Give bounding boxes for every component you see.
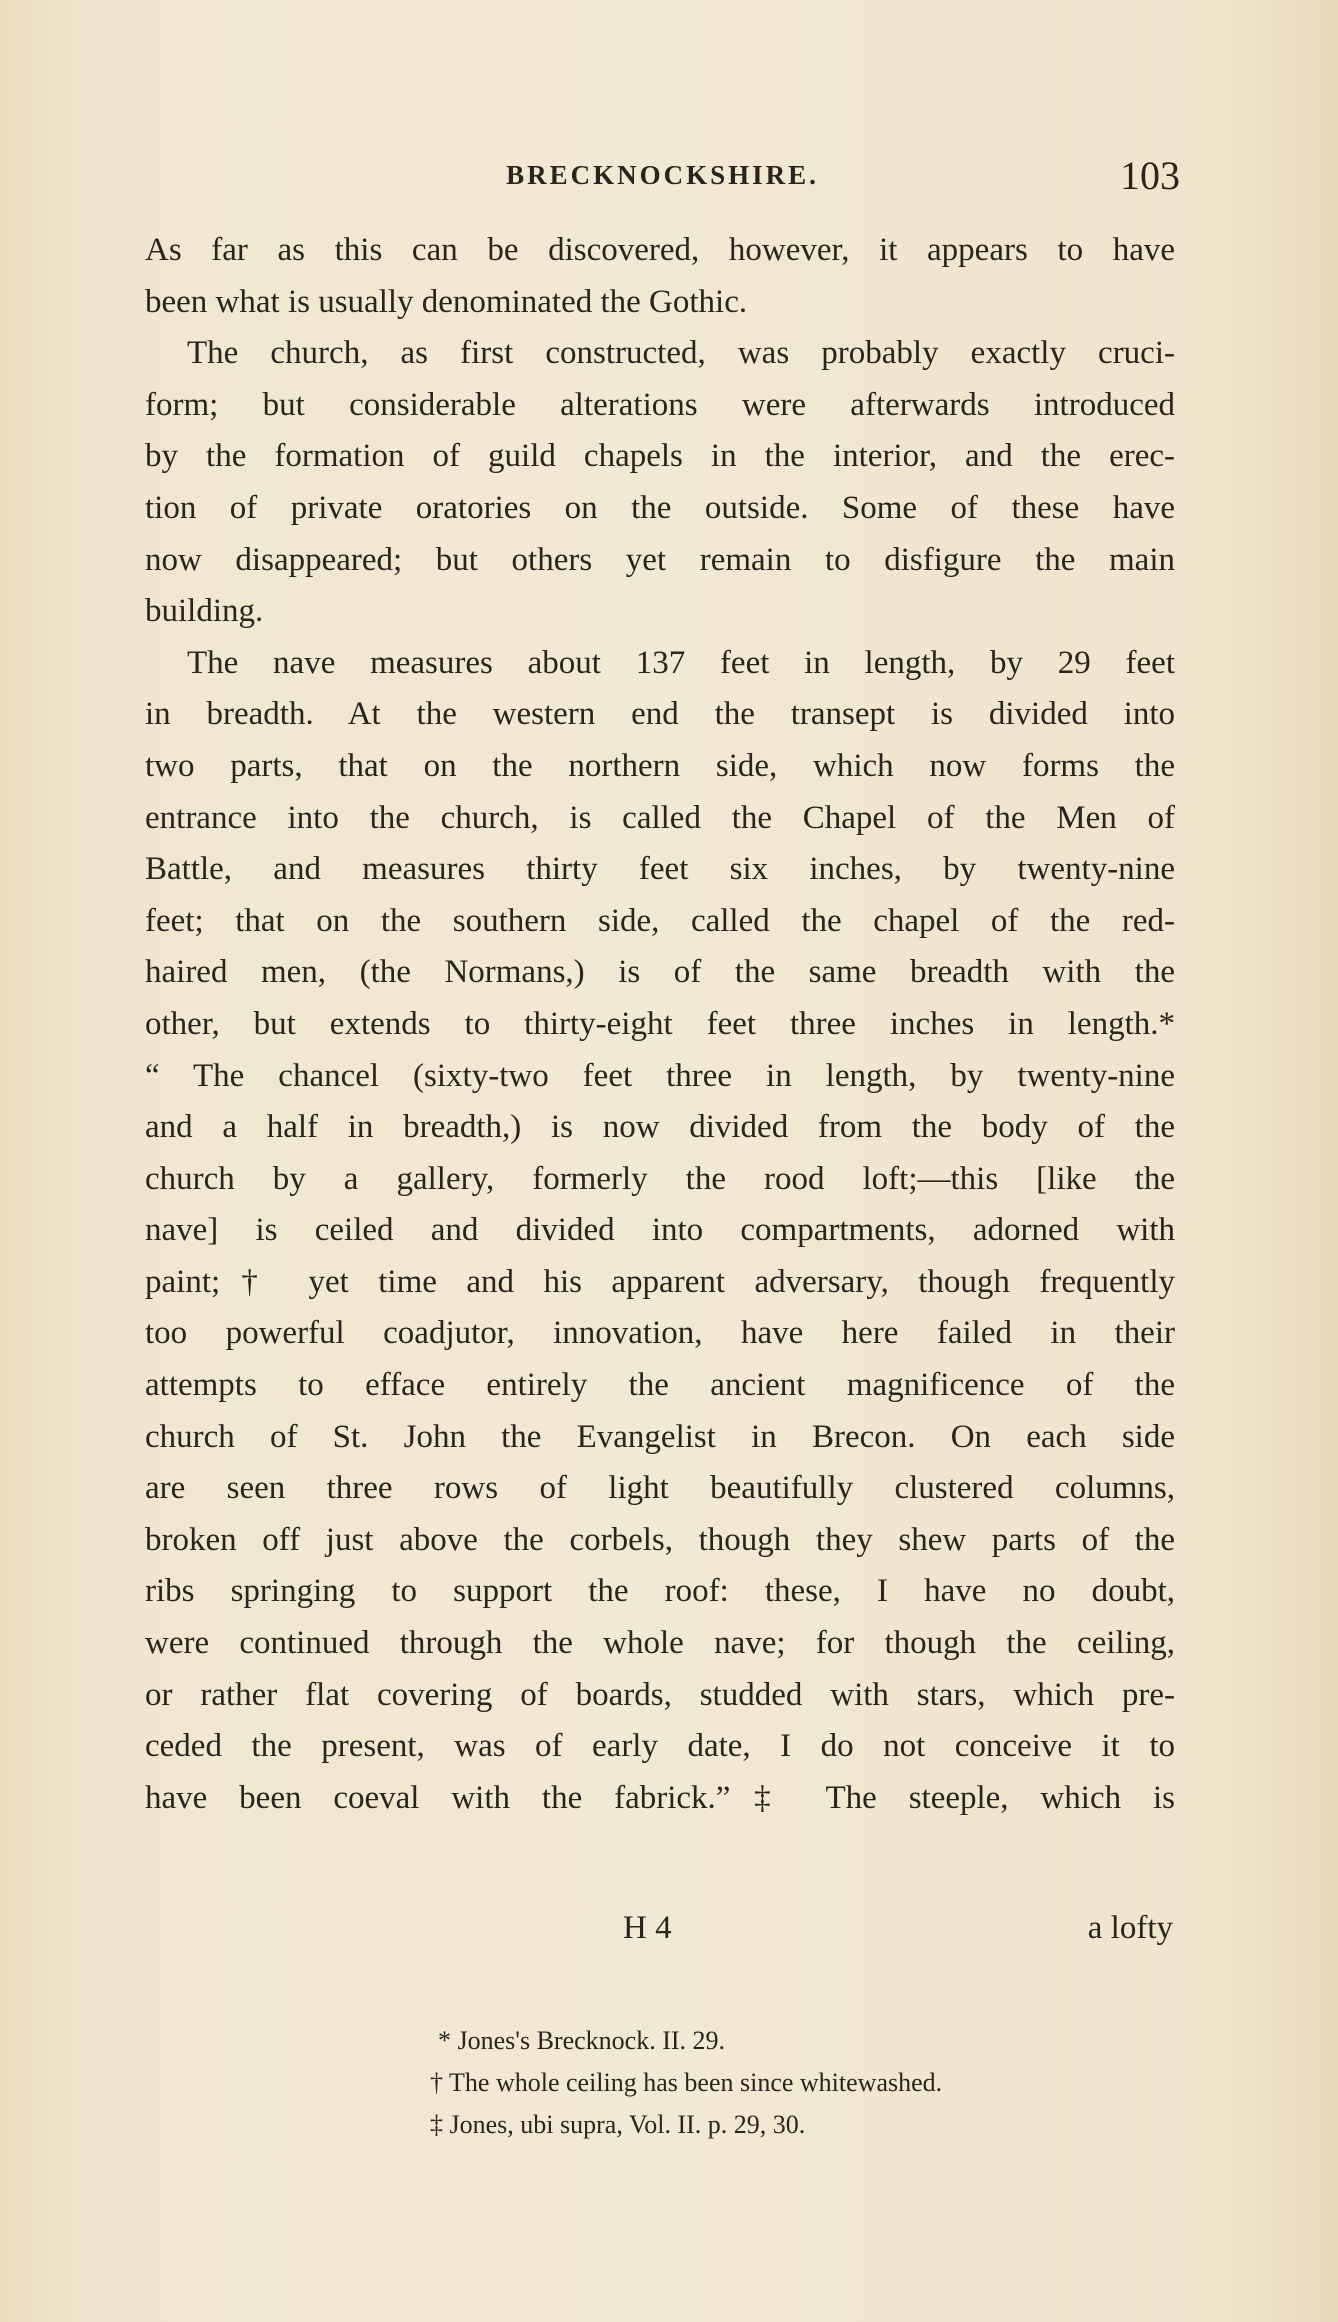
text-line: As far as this can be discovered, however, it appears to have <box>145 232 1175 268</box>
text-line: are seen three rows of light beautifully clustered columns, <box>145 1470 1175 1507</box>
text-line: by the formation of guild chapels in the interior, and the erec- <box>145 438 1175 475</box>
text-line: tion of private oratories on the outside. Some of these have <box>145 489 1175 526</box>
text-line: attempts to efface entirely the ancient magnificence of the <box>145 1367 1175 1404</box>
footnote: ‡ Jones, ubi supra, Vol. II. p. 29, 30. <box>430 2110 806 2139</box>
text-line: were continued through the whole nave; for though the ceiling, <box>145 1625 1175 1662</box>
text-line: ribs springing to support the roof: these, I have no doubt, <box>145 1573 1175 1610</box>
page-header <box>145 152 1180 212</box>
text-line: building. <box>145 593 264 630</box>
catchword: a lofty <box>1087 1910 1173 1946</box>
text-line: been what is usually denominated the Gothic. <box>145 283 748 320</box>
text-line: form; but considerable alterations were afterwards introduced <box>145 386 1175 423</box>
text-line: in breadth. At the western end the transept is divided into <box>145 696 1175 733</box>
body-text <box>145 225 1175 1824</box>
text-line: haired men, (the Normans,) is of the same breadth with the <box>145 954 1175 991</box>
text-line: other, but extends to thirty-eight feet three inches in length.* <box>145 1005 1175 1042</box>
text-line: now disappeared; but others yet remain to disfigure the main <box>145 541 1175 578</box>
text-line: church by a gallery, formerly the rood loft;—this [like the <box>145 1160 1175 1197</box>
text-line: Battle, and measures thirty feet six inches, by twenty-nine <box>145 851 1175 888</box>
footnotes <box>430 2020 1130 2146</box>
text-line: nave] is ceiled and divided into compartments, adorned with <box>145 1212 1175 1249</box>
text-line: and a half in breadth,) is now divided from the body of the <box>145 1109 1175 1146</box>
text-line: entrance into the church, is called the Chapel of the Men of <box>145 799 1175 836</box>
text-line: or rather flat covering of boards, studded with stars, which pre- <box>145 1676 1175 1713</box>
text-line: broken off just above the corbels, though they shew parts of the <box>145 1521 1175 1558</box>
running-title: BRECKNOCKSHIRE. <box>506 160 819 190</box>
text-line: two parts, that on the northern side, which now forms the <box>145 747 1175 784</box>
text-line: paint;† yet time and his apparent adversary, though frequently <box>145 1263 1175 1300</box>
page-number: 103 <box>1120 153 1180 198</box>
footnote: * Jones's Brecknock. II. 29. <box>438 2026 726 2055</box>
text-line: ceded the present, was of early date, I do not conceive it to <box>145 1728 1175 1765</box>
text-line: too powerful coadjutor, innovation, have here failed in their <box>145 1315 1175 1352</box>
page-footer <box>145 1910 1175 1960</box>
text-line: have been coeval with the fabrick.”‡ The steeple, which is <box>145 1779 1175 1816</box>
text-line: The church, as first constructed, was probably exactly cruci- <box>187 335 1175 372</box>
text-line: “ The chancel (sixty-two feet three in length, by twenty-nine <box>145 1057 1175 1094</box>
text-line: church of St. John the Evangelist in Brecon. On each side <box>145 1418 1175 1455</box>
text-line: The nave measures about 137 feet in length, by 29 feet <box>187 644 1175 681</box>
text-line: feet; that on the southern side, called the chapel of the red- <box>145 902 1175 939</box>
footnote: † The whole ceiling has been since whitewashed. <box>430 2068 943 2097</box>
signature-mark: H 4 <box>623 1910 672 1946</box>
